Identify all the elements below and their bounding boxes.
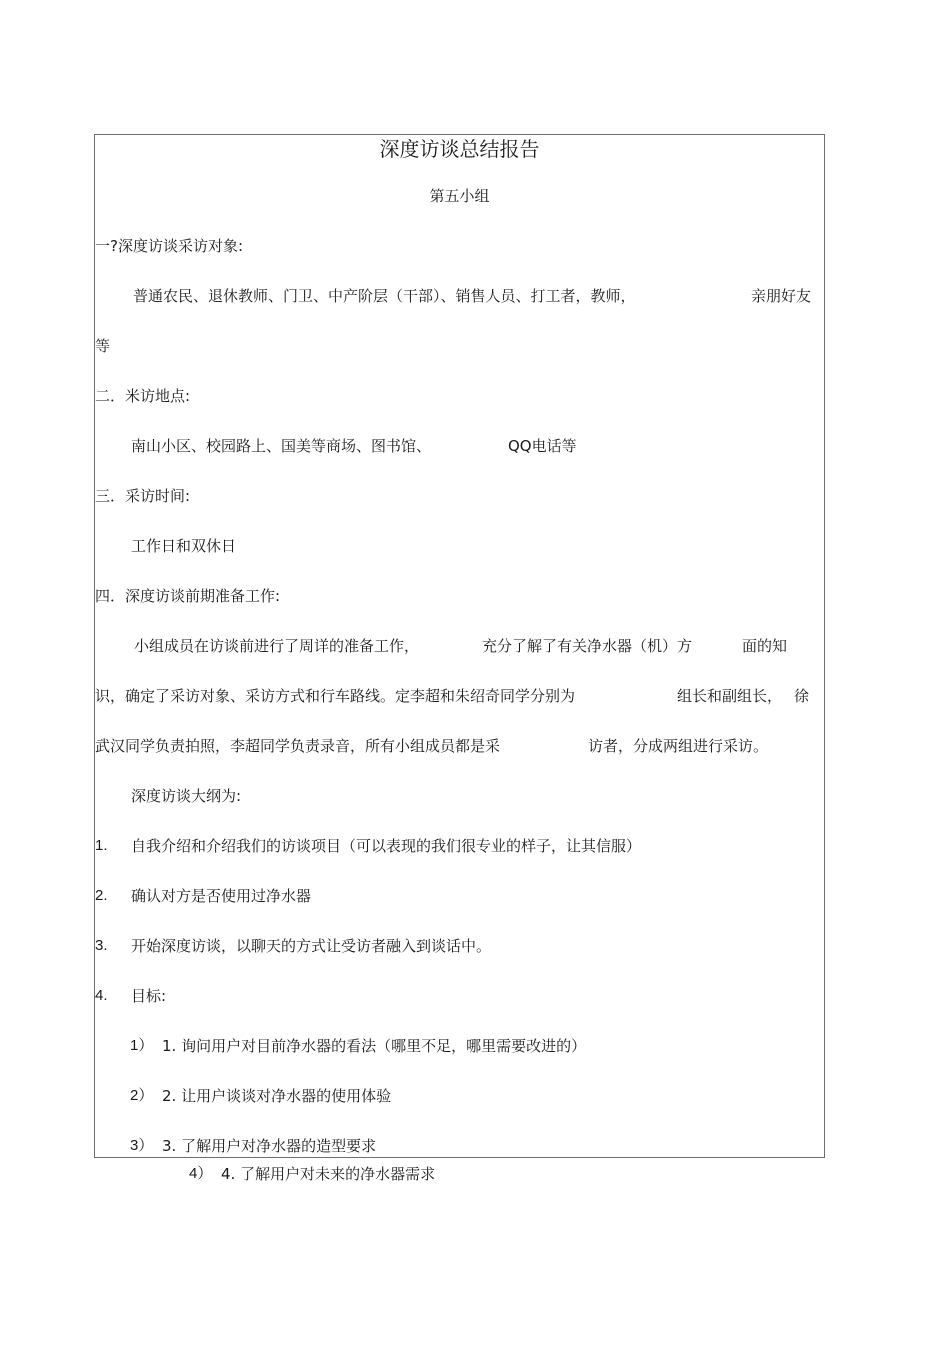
goal-item-number: 3） xyxy=(130,1137,154,1154)
section4-paragraph-line1-a: 小组成员在访谈前进行了周详的准备工作， xyxy=(134,637,420,655)
section3-heading: 三．采访时间: xyxy=(95,487,191,505)
outline-item-number: 1. xyxy=(95,837,108,854)
section2-heading: 二．米访地点: xyxy=(95,387,191,405)
section1-body-c: 等 xyxy=(95,337,111,355)
goal-item-number: 1） xyxy=(130,1037,154,1054)
outline-item-number: 2. xyxy=(95,887,108,904)
goal-item-text: 4. 了解用户对未来的净水器需求 xyxy=(221,1165,436,1183)
outline-item-text: 自我介绍和介绍我们的访谈项目（可以表现的我们很专业的样子，让其信服） xyxy=(131,837,642,855)
section1-body-b: 亲朋好友 xyxy=(751,287,812,305)
goal-item-text: 3. 了解用户对净水器的造型要求 xyxy=(162,1137,377,1155)
goal-item-number: 4） xyxy=(189,1165,213,1182)
section2-body-a: 南山小区、校园路上、国美等商场、图书馆、 xyxy=(131,437,432,455)
outline-item-number: 3. xyxy=(95,937,108,954)
section4-paragraph-line2-a: 识，确定了采访对象、采访方式和行车路线。定李超和朱绍奇同学分别为 xyxy=(95,687,576,705)
outline-item-text: 目标: xyxy=(131,987,167,1005)
outline-heading: 深度访谈大纲为: xyxy=(131,787,242,805)
section4-heading: 四．深度访谈前期准备工作: xyxy=(95,587,281,605)
section1-heading: 一?深度访谈采访对象: xyxy=(95,237,244,255)
section4-paragraph-line1-c: 面的知 xyxy=(742,637,788,655)
outline-item-number: 4. xyxy=(95,987,108,1004)
section4-paragraph-line2-c: 徐 xyxy=(794,687,810,705)
goal-item-text: 2. 让用户谈谈对净水器的使用体验 xyxy=(162,1087,392,1105)
section3-body: 工作日和双休日 xyxy=(131,537,237,555)
section1-body-a: 普通农民、退休教师、门卫、中产阶层（干部）、销售人员、打工者，教师， xyxy=(133,287,636,305)
section4-paragraph-line1-b: 充分了解了有关净水器（机）方 xyxy=(482,637,693,655)
goal-item-number: 2） xyxy=(130,1087,154,1104)
goal-item-text: 1. 询问用户对目前净水器的看法（哪里不足，哪里需要改进的） xyxy=(162,1037,587,1055)
section4-paragraph-line2-b: 组长和副组长， xyxy=(677,687,783,705)
group-name: 第五小组 xyxy=(429,187,490,205)
section4-paragraph-line3-b: 访者，分成两组进行采访。 xyxy=(588,737,769,755)
section4-paragraph-line3-a: 武汉同学负责拍照，李超同学负责录音，所有小组成员都是采 xyxy=(95,737,501,755)
outline-item-text: 开始深度访谈，以聊天的方式让受访者融入到谈话中。 xyxy=(131,937,492,955)
report-title: 深度访谈总结报告 xyxy=(379,137,540,161)
section2-body-b: QQ电话等 xyxy=(508,437,577,455)
outline-item-text: 确认对方是否使用过净水器 xyxy=(131,887,312,905)
